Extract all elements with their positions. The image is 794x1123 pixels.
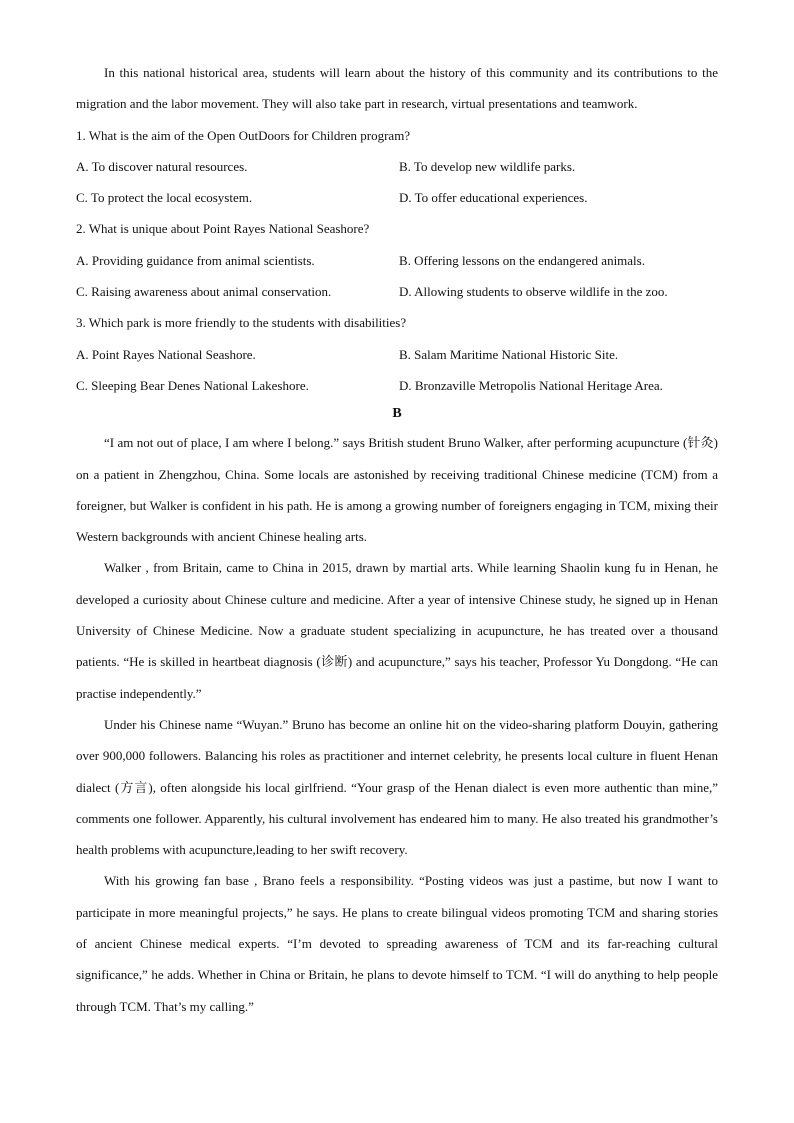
question-stem: 2. What is unique about Point Rayes National Seashore? [76,221,370,237]
option-b: B. To develop new wildlife parks. [399,158,576,174]
options-grid [76,151,718,214]
intro-paragraph: In this national historical area, students will learn about the history of this community and its contributions to the migration and the labor movement. They will also take part in research, virtual presentations and teamwork. [76,65,718,112]
option-a: A. To discover natural resources. [76,158,248,174]
question-2 [76,213,718,307]
question-stem: 1. What is the aim of the Open OutDoors for Children program? [76,127,411,143]
option-a: A. Point Rayes National Seashore. [76,346,256,362]
section-heading: B [392,406,402,422]
option-d: D. Bronzaville Metropolis National Heritage Area. [399,377,663,393]
question-1 [76,120,718,214]
passage-paragraph: With his growing fan base , Brano feels a responsibility. “Posting videos was just a pastime, but now I want to participate in more meaningful projects,” he says. He plans to create bilingual videos promoting TCM and sharing stories of ancient Chinese medical experts. “I’m devoted to spreading awareness of TCM and its far-reaching cultural significance,” he adds. Whether in China or Britain, he plans to devote himself to TCM. “I will do anything to help people through TCM. That’s my calling.” [76,873,718,1014]
option-d: D. Allowing students to observe wildlife in the zoo. [399,284,668,300]
option-b: B. Offering lessons on the endangered animals. [399,252,645,268]
passage-paragraph: Walker , from Britain, came to China in 2015, drawn by martial arts. While learning Shaolin kung fu in Henan, he developed a curiosity about Chinese culture and medicine. After a year of intensive Chinese study, he signed up in Henan University of Chinese Medicine. Now a graduate student specializing in acupuncture, he has treated over a thousand patients. “He is skilled in heartbeat diagnosis (诊断) and acupuncture,” says his teacher, Professor Yu Dongdong. “He can practise independently.” [76,560,718,701]
options-grid [76,245,718,308]
option-a: A. Providing guidance from animal scientists. [76,252,315,268]
option-c: C. To protect the local ecosystem. [76,190,253,206]
question-3 [76,307,718,401]
option-b: B. Salam Maritime National Historic Site. [399,346,619,362]
passage-paragraph: Under his Chinese name “Wuyan.” Bruno has become an online hit on the video-sharing platform Douyin, gathering over 900,000 followers. Balancing his roles as practitioner and internet celebrity, he presents local culture in fluent Henan dialect (方言), often alongside his local girlfriend. “Your grasp of the Henan dialect is even more authentic than mine,” comments one follower. Apparently, his cultural involvement has endeared him to many. He also treated his grandmother’s health problems with acupuncture,leading to her swift recovery. [76,716,718,858]
option-c: C. Sleeping Bear Denes National Lakeshore. [76,377,309,393]
document-page [76,57,718,1022]
option-c: C. Raising awareness about animal conservation. [76,284,332,300]
question-stem: 3. Which park is more friendly to the students with disabilities? [76,315,407,331]
options-grid [76,339,718,402]
passage-paragraph: “I am not out of place, I am where I belong.” says British student Bruno Walker, after performing acupuncture (针灸) on a patient in Zhengzhou, China. Some locals are astonished by receiving traditional Chinese medicine (TCM) from a foreigner, but Walker is confident in his path. He is among a growing number of foreigners engaging in TCM, mixing their Western backgrounds with ancient Chinese healing arts. [76,435,718,545]
option-d: D. To offer educational experiences. [399,190,588,206]
